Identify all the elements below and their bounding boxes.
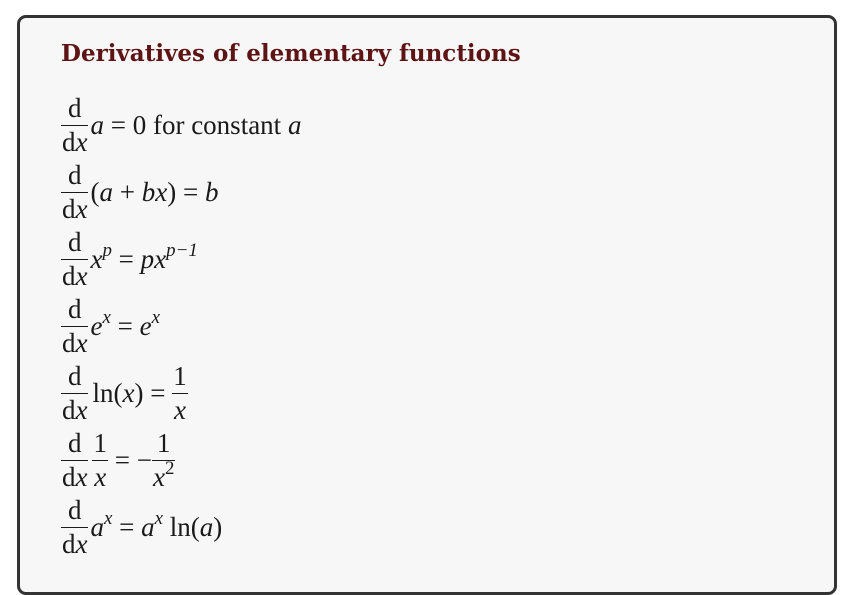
equation-reciprocal: $\frac{d}{dx}$ $\frac{1}{x}$ = − $\frac{1}{x^2}$ bbox=[62, 428, 175, 492]
derivative-operator: $\frac{d}{dx}$ bbox=[62, 361, 88, 425]
card-title: Derivatives of elementary functions bbox=[61, 40, 521, 67]
constant-note: for constant bbox=[146, 110, 288, 140]
equation-log: $\frac{d}{dx}$ ln(x) = $\frac{1}{x}$ bbox=[62, 361, 187, 425]
derivative-operator: $\frac{d}{dx}$ bbox=[62, 428, 88, 492]
derivative-operator: $\frac{d}{dx}$ bbox=[62, 227, 88, 291]
equation-exp-base-a: $\frac{d}{dx}$ $a^x = a^x$ ln(a) bbox=[62, 495, 223, 559]
equation-constant: $\frac{d}{dx}$ a = 0 for constant a bbox=[62, 93, 302, 157]
derivative-operator: $\frac{d}{dx}$ bbox=[62, 93, 88, 157]
derivatives-card bbox=[17, 15, 837, 595]
derivative-operator: $\frac{d}{dx}$ bbox=[62, 294, 88, 358]
derivative-operator: $\frac{d}{dx}$ bbox=[62, 160, 88, 224]
equation-exp: $\frac{d}{dx}$ $e^x = e^x$ bbox=[62, 294, 160, 358]
equation-linear: $\frac{d}{dx}$ (a + bx) = b bbox=[62, 160, 219, 224]
equation-power: $\frac{d}{dx}$ $x^p = px^{p-1}$ bbox=[62, 227, 198, 291]
derivative-operator: $\frac{d}{dx}$ bbox=[62, 495, 88, 559]
